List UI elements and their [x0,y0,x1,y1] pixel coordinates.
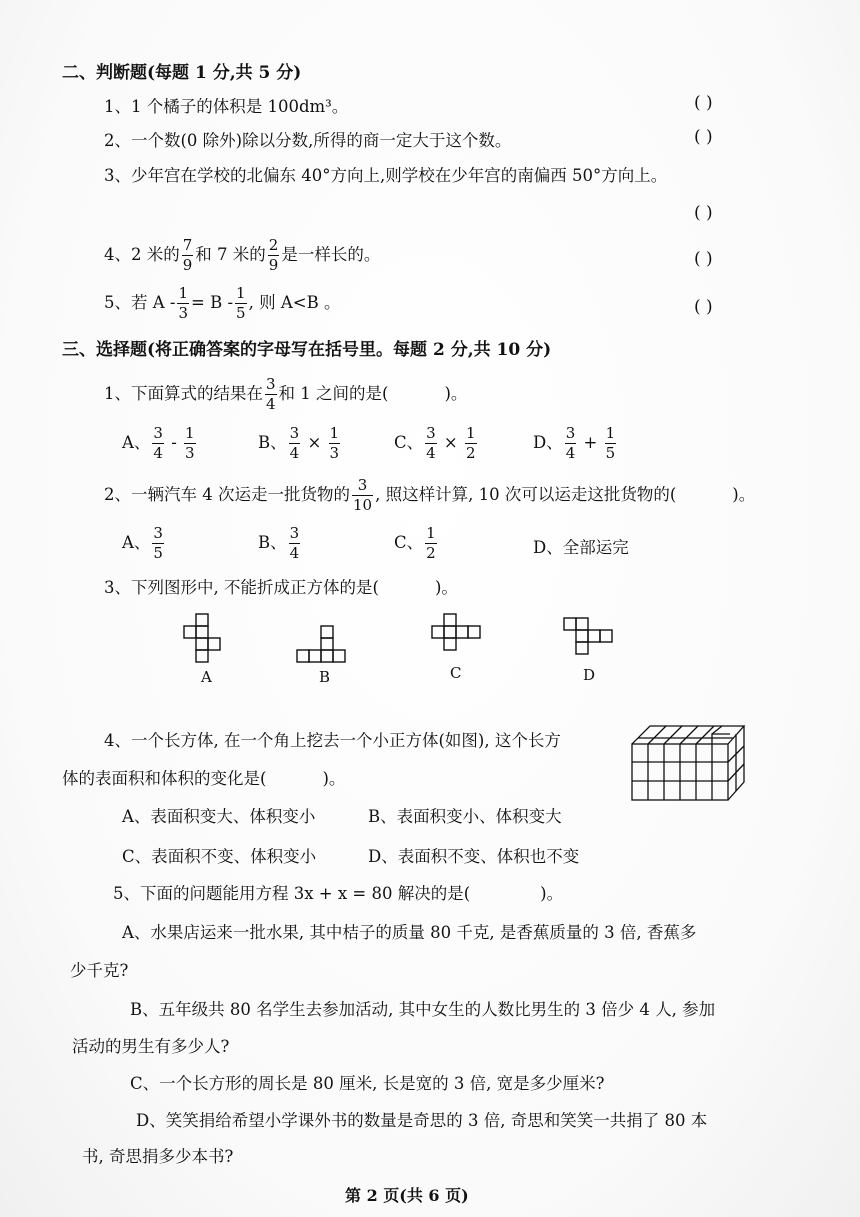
numerator: 2 [268,236,279,254]
choice-q5-option-a-line2: 少千克? [70,961,129,980]
choice-q1 [104,377,467,412]
numerator: 1 [236,284,246,302]
net-b-label: B [319,668,331,686]
net-a-shape[interactable] [184,614,220,662]
denominator: 10 [353,496,373,514]
fraction [352,478,373,513]
choice-q4-line2-text: 体的表面积和体积的变化是( [62,769,267,788]
net-d-label: D [583,666,596,684]
choice-q1-option-d[interactable] [533,426,618,461]
denominator: 3 [329,444,340,462]
choice-q2-option-c[interactable] [394,526,439,561]
fraction [289,526,301,561]
judge-q1-answer[interactable]: ( ) [694,93,713,113]
net-d-shape[interactable] [564,618,612,654]
choice-q1-post: 和 1 之间的是( [278,384,389,403]
fraction [265,377,277,412]
operator: × [443,433,458,452]
choice-q1-pre: 1、下面算式的结果在 [104,384,263,403]
judge-q4 [104,238,380,273]
numerator: 3 [153,424,163,442]
fraction [152,426,164,461]
numerator: 3 [357,476,368,494]
numerator: 1 [329,424,340,442]
choice-q5-pre: 5、下面的问题能用方程 3x + x = 80 解决的是( [113,884,471,903]
denominator: 9 [268,256,279,274]
judge-q5-post: , 则 A<B 。 [248,293,341,312]
judge-q5-mid: = B - [191,293,234,312]
judge-q5-pre: 5、若 A - [104,293,176,312]
judge-q4-post: 是一样长的。 [281,245,381,264]
choice-q3 [104,574,458,598]
choice-q5-option-b-line2: 活动的男生有多少人? [72,1037,230,1056]
numerator: 3 [289,424,300,442]
denominator: 4 [153,444,163,462]
fraction [177,286,189,321]
option-label: A、 [122,533,151,552]
choice-q4-option-a[interactable]: A、表面积变大、体积变小 [122,807,316,826]
numerator: 3 [565,424,576,442]
numerator: 3 [153,524,163,542]
fraction [465,426,477,461]
fraction [425,426,437,461]
numerator: 3 [289,524,300,542]
choice-q4-option-b[interactable]: B、表面积变小、体积变大 [368,807,562,826]
denominator: 2 [426,544,436,562]
judge-q1: 1、1 个橘子的体积是 100dm³。 [104,97,349,116]
denominator: 4 [289,444,300,462]
fraction [565,426,577,461]
judge-q3: 3、少年宫在学校的北偏东 40°方向上,则学校在少年宫的南偏西 50°方向上。 [104,166,668,185]
fraction [425,526,437,561]
fraction [184,426,196,461]
fraction [605,426,617,461]
net-a-label: A [201,668,212,686]
judge-q2-answer[interactable]: ( ) [694,127,713,147]
choice-q2 [104,478,755,513]
net-b-shape[interactable] [297,626,345,662]
choice-q2-option-a[interactable] [122,526,166,561]
numerator: 1 [178,284,189,302]
choice-q1-option-c[interactable] [394,426,479,461]
denominator: 3 [178,304,189,322]
net-c-shape[interactable] [432,614,480,650]
denominator: 5 [605,444,616,462]
choice-q5-option-d-line2: 书, 奇思捐多少本书? [82,1147,234,1166]
choice-q5-option-b-line1[interactable]: B、五年级共 80 名学生去参加活动, 其中女生的人数比男生的 3 倍少 4 人, 参加 [130,1000,716,1019]
fraction [289,426,301,461]
choice-q5-option-d-line1[interactable]: D、笑笑捐给希望小学课外书的数量是奇思的 3 倍, 奇思和笑笑一共捐了 80 本 [136,1111,708,1130]
numerator: 3 [266,375,276,393]
page-footer: 第 2 页(共 6 页) [345,1186,469,1205]
choice-q5-end: )。 [540,884,564,903]
choice-q4-option-d[interactable]: D、表面积不变、体积也不变 [368,847,580,866]
numerator: 1 [466,424,476,442]
numerator: 7 [182,236,193,254]
denominator: 3 [185,444,195,462]
judge-q5 [104,286,340,321]
judge-q2: 2、一个数(0 除外)除以分数,所得的商一定大于这个数。 [104,131,512,150]
choice-q4-line2 [62,765,345,789]
choice-q4-end: )。 [322,769,346,788]
denominator: 4 [289,544,300,562]
section-judge-title: 二、判断题(每题 1 分,共 5 分) [62,63,302,83]
choice-q3-pre: 3、下列图形中, 不能折成正方体的是( [104,578,379,597]
operator: - [171,433,177,452]
choice-q1-option-b[interactable] [258,426,342,461]
choice-q2-option-b[interactable] [258,526,302,561]
choice-q5-option-c[interactable]: C、一个长方形的周长是 80 厘米, 长是宽的 3 倍, 宽是多少厘米? [130,1074,605,1093]
choice-q3-end: )。 [434,578,458,597]
operator: + [583,433,598,452]
choice-q2-pre: 2、一辆汽车 4 次运走一批货物的 [104,485,350,504]
choice-q2-end: )。 [732,485,756,504]
choice-q5-option-a-line1[interactable]: A、水果店运来一批水果, 其中桔子的质量 80 千克, 是香蕉质量的 3 倍, 香蕉多 [122,923,697,942]
option-label: A、 [122,433,151,452]
cuboid-figure [626,720,750,806]
judge-q3-answer[interactable]: ( ) [694,203,713,223]
denominator: 9 [182,256,193,274]
denominator: 5 [153,544,163,562]
option-label: C、 [394,533,424,552]
choice-q2-post: , 照这样计算, 10 次可以运走这批货物的( [375,485,677,504]
fraction [268,238,280,273]
denominator: 5 [236,304,246,322]
section-choice-title: 三、选择题(将正确答案的字母写在括号里。每题 2 分,共 10 分) [62,340,552,360]
numerator: 3 [426,424,436,442]
choice-q4-line1: 4、一个长方体, 在一个角上挖去一个小正方体(如图), 这个长方 [104,731,561,750]
fraction [152,526,164,561]
judge-q4-pre: 4、2 米的 [104,245,180,264]
option-label: B、 [258,533,287,552]
option-label: B、 [258,433,287,452]
denominator: 4 [426,444,436,462]
choice-q4-option-c[interactable]: C、表面积不变、体积变小 [122,847,317,866]
numerator: 1 [605,424,616,442]
choice-q5 [113,880,563,904]
judge-q5-answer[interactable]: ( ) [694,297,713,317]
judge-q4-answer[interactable]: ( ) [694,249,713,269]
denominator: 4 [565,444,576,462]
option-label: C、 [394,433,424,452]
operator: × [307,433,322,452]
fraction [329,426,341,461]
cube-nets-figure [180,608,640,688]
denominator: 2 [466,444,476,462]
denominator: 4 [266,395,276,413]
choice-q1-option-a[interactable] [122,426,198,461]
option-label: D、 [533,433,563,452]
fraction [235,286,247,321]
judge-q4-mid: 和 7 米的 [195,245,266,264]
choice-q1-end: )。 [444,384,468,403]
numerator: 1 [426,524,436,542]
choice-q2-option-d[interactable]: D、全部运完 [533,538,629,557]
fraction [182,238,194,273]
numerator: 1 [185,424,195,442]
net-c-label: C [450,664,462,682]
